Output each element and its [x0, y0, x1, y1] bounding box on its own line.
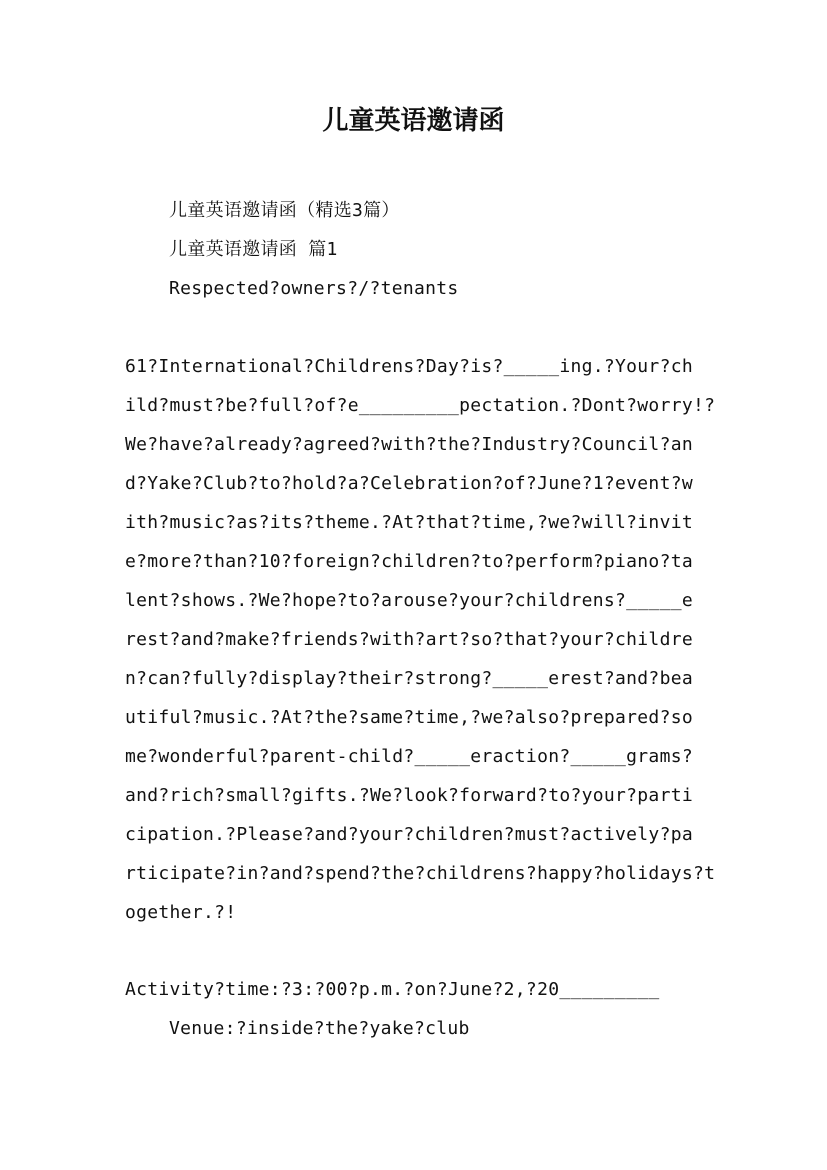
body-line: n?can?fully?display?their?strong?_____erest?and?bea [125, 668, 693, 689]
body-line: rticipate?in?and?spend?the?childrens?happy?holidays?t [125, 863, 716, 884]
body-line: ogether.?! [125, 902, 237, 923]
body-line: cipation.?Please?and?your?children?must?actively?pa [125, 824, 693, 845]
body-line: 61?International?Childrens?Day?is?_____ing.?Your?ch [125, 356, 693, 377]
body-line: d?Yake?Club?to?hold?a?Celebration?of?June?1?event?w [125, 473, 693, 494]
activity-time: Activity?time:?3:?00?p.m.?on?June?2,?20_________ [125, 979, 660, 1000]
body-line: e?more?than?10?foreign?children?to?perform?piano?ta [125, 551, 693, 572]
body-line: me?wonderful?parent-child?_____eraction?_____grams? [125, 746, 693, 767]
body-line: We?have?already?agreed?with?the?Industry?Council?an [125, 434, 693, 455]
body-line: and?rich?small?gifts.?We?look?forward?to?your?parti [125, 785, 693, 806]
document-title: 儿童英语邀请函 [322, 106, 505, 136]
venue: Venue:?inside?the?yake?club [169, 1018, 470, 1039]
body-line: utiful?music.?At?the?same?time,?we?also?prepared?so [125, 707, 693, 728]
body-line: lent?shows.?We?hope?to?arouse?your?childrens?_____e [125, 590, 693, 611]
body-line: ith?music?as?its?theme.?At?that?time,?we?will?invit [125, 512, 693, 533]
body-line: ild?must?be?full?of?e_________pectation.?Dont?worry!? [125, 395, 716, 416]
body-line: rest?and?make?friends?with?art?so?that?your?childre [125, 629, 693, 650]
salutation: Respected?owners?/?tenants [169, 278, 459, 299]
subtitle: 儿童英语邀请函（精选3篇） [169, 200, 400, 221]
section-heading: 儿童英语邀请函 篇1 [169, 239, 338, 260]
